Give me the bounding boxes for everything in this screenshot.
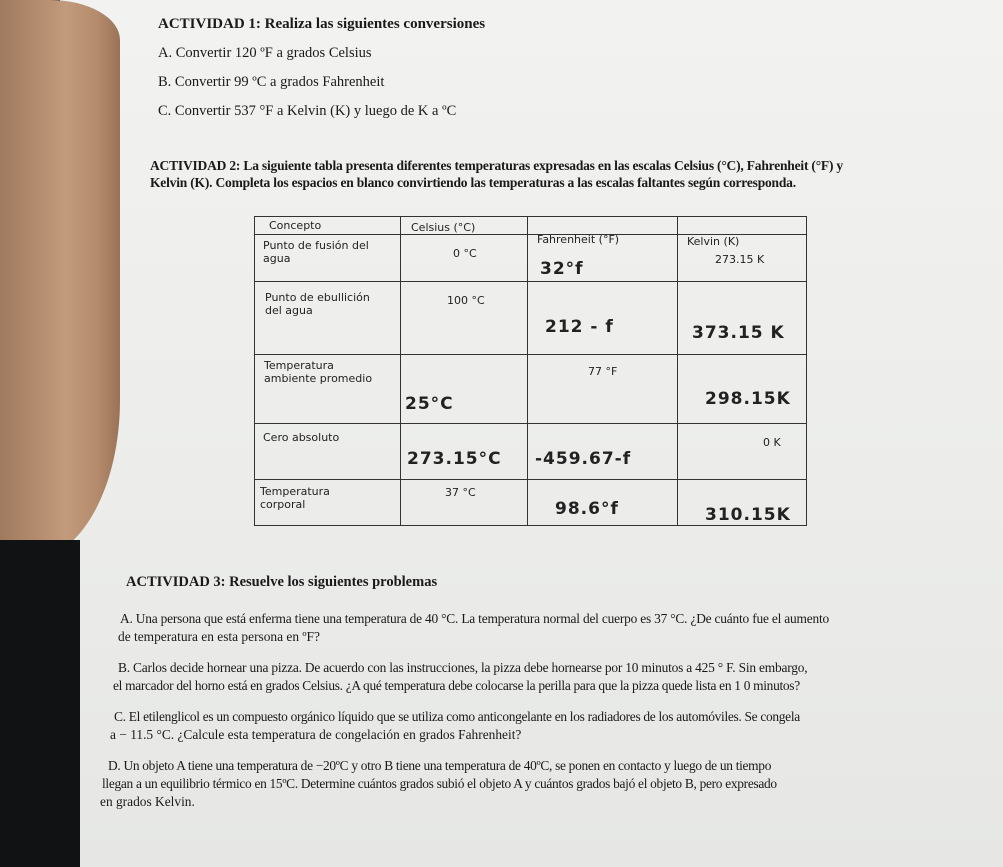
row5-concept: Temperatura corporal bbox=[260, 485, 330, 511]
problem-c-line1: C. El etilenglicol es un compuesto orgánico líquido que se utiliza como anticongelante en los radiadores de los automóviles. Se congela bbox=[114, 709, 800, 724]
temperature-table bbox=[254, 216, 807, 526]
row3-kelvin-handwritten: 298.15K bbox=[705, 389, 791, 409]
activity-1-item-b: B. Convertir 99 ºC a grados Fahrenheit bbox=[158, 74, 385, 90]
row2-kelvin-handwritten: 373.15 K bbox=[692, 323, 785, 343]
row5-celsius: 37 °C bbox=[445, 486, 476, 499]
row3-concept: Temperatura ambiente promedio bbox=[264, 359, 373, 385]
row5-fahrenheit-handwritten: 98.6°f bbox=[555, 499, 619, 519]
row2-concept: Punto de ebullición del agua bbox=[265, 291, 370, 317]
problem-b-line2: el marcador del horno está en grados Celsius. ¿A qué temperatura debe colocarse la perilla para que la pizza quede lista en 1 0 minutos? bbox=[113, 678, 800, 693]
row4-fahrenheit-handwritten: -459.67-f bbox=[535, 449, 632, 469]
problem-a-line2: de temperatura en esta persona en ºF? bbox=[118, 629, 320, 644]
activity-2-text-line1: ACTIVIDAD 2: La siguiente tabla presenta diferentes temperaturas expresadas en las escalas Celsius (°C), Fahrenheit (°F) y bbox=[150, 158, 843, 173]
row1-fahrenheit-handwritten: 32°f bbox=[540, 259, 584, 279]
row3-celsius-handwritten: 25°C bbox=[405, 394, 454, 414]
row4-kelvin: 0 K bbox=[763, 436, 781, 449]
activity-1-item-c: C. Convertir 537 °F a Kelvin (K) y luego de K a ºC bbox=[158, 103, 457, 119]
header-fahrenheit: Fahrenheit (°F) bbox=[537, 233, 620, 246]
row1-celsius: 0 °C bbox=[453, 247, 477, 260]
row5-kelvin-handwritten: 310.15K bbox=[705, 505, 791, 525]
activity-1-item-a: A. Convertir 120 ºF a grados Celsius bbox=[158, 45, 372, 61]
problem-c-line2: a − 11.5 °C. ¿Calcule esta temperatura de congelación en grados Fahrenheit? bbox=[110, 727, 522, 742]
header-kelvin: Kelvin (K) bbox=[687, 235, 740, 248]
activity-3-title: ACTIVIDAD 3: Resuelve los siguientes problemas bbox=[126, 574, 438, 590]
row2-celsius: 100 °C bbox=[447, 294, 485, 307]
thumb-holding-paper bbox=[0, 0, 120, 560]
activity-2-text-line2: Kelvin (K). Completa los espacios en blanco convirtiendo las temperaturas a las escalas faltantes según corresponda. bbox=[150, 175, 796, 190]
dark-background bbox=[0, 540, 80, 867]
activity-1-title: ACTIVIDAD 1: Realiza las siguientes conversiones bbox=[158, 16, 486, 32]
row4-concept: Cero absoluto bbox=[263, 431, 340, 444]
row3-fahrenheit: 77 °F bbox=[588, 365, 618, 378]
row2-fahrenheit-handwritten: 212 - f bbox=[545, 317, 614, 337]
problem-b-line1: B. Carlos decide hornear una pizza. De acuerdo con las instrucciones, la pizza debe hornearse por 10 minutos a 425 ° F. Sin embargo, bbox=[118, 660, 808, 675]
row1-kelvin: 273.15 K bbox=[715, 253, 765, 266]
header-celsius: Celsius (°C) bbox=[411, 221, 476, 234]
row4-celsius-handwritten: 273.15°C bbox=[407, 449, 502, 469]
problem-a-line1: A. Una persona que está enferma tiene una temperatura de 40 °C. La temperatura normal del cuerpo es 37 °C. ¿De cuánto fue el aumento bbox=[120, 611, 829, 626]
row1-concept: Punto de fusión del agua bbox=[263, 239, 369, 265]
problem-d-line2: llegan a un equilibrio térmico en 15ºC. Determine cuántos grados subió el objeto A y cuántos grados bajó el objeto B, pero expresado bbox=[102, 776, 777, 791]
header-concepto: Concepto bbox=[269, 219, 322, 232]
problem-d-line1: D. Un objeto A tiene una temperatura de −20ºC y otro B tiene una temperatura de 40ºC, se ponen en contacto y luego de un tiempo bbox=[108, 758, 772, 773]
problem-d-line3: en grados Kelvin. bbox=[100, 794, 195, 809]
